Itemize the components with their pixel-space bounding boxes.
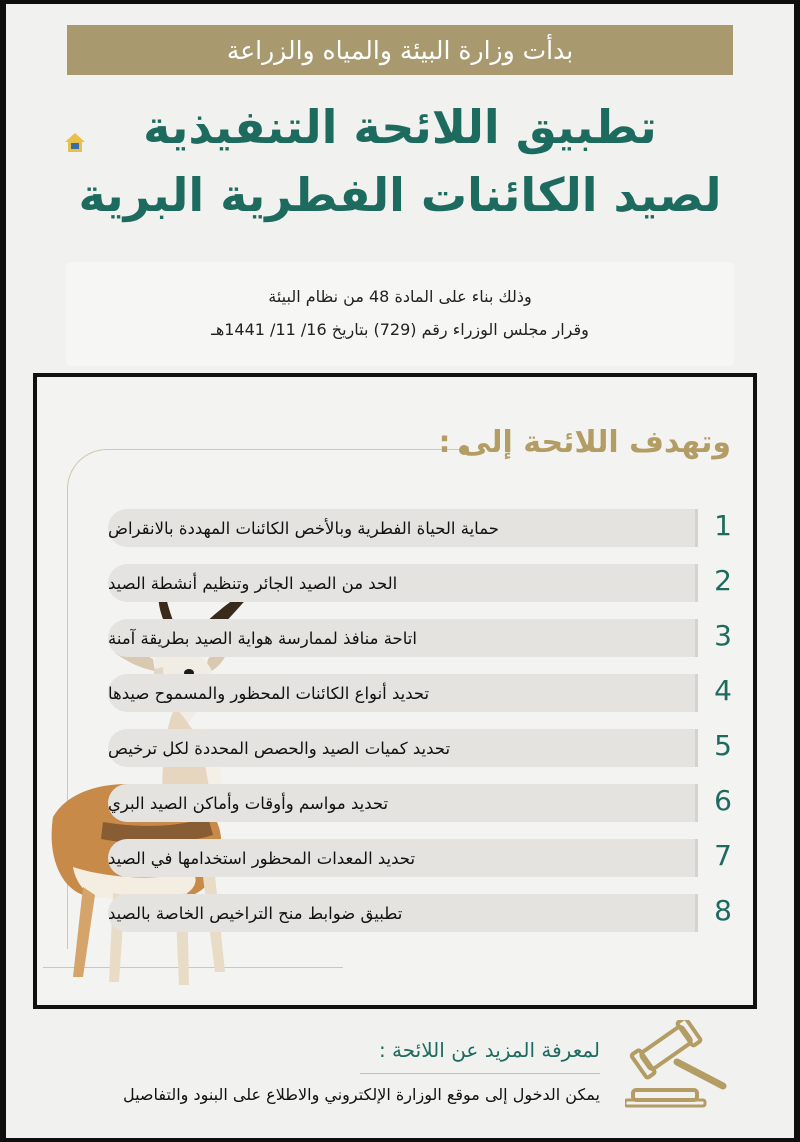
- goal-text: اتاحة منافذ لممارسة هواية الصيد بطريقة آمنة: [108, 628, 417, 648]
- top-banner: [67, 25, 733, 75]
- goal-item-1: [108, 509, 698, 547]
- more-info-title: لمعرفة المزيد عن اللائحة :: [378, 1038, 600, 1062]
- more-info-rule: [360, 1073, 600, 1074]
- title-line-1: تطبيق اللائحة التنفيذية: [143, 100, 657, 154]
- banner-text: بدأت وزارة البيئة والمياه والزراعة: [226, 35, 574, 65]
- goals-heading: وتهدف اللائحة إلى :: [438, 425, 731, 460]
- goal-number-3: 3: [714, 619, 732, 652]
- goals-box: [33, 373, 757, 1009]
- goal-item-2: [108, 564, 698, 602]
- goal-number-5: 5: [714, 729, 732, 762]
- goal-text: تحديد مواسم وأوقات وأماكن الصيد البري: [108, 793, 389, 813]
- basis-line-2: وقرار مجلس الوزراء رقم (729) بتاريخ 16/ 11/ 1441هـ: [211, 320, 589, 339]
- goal-text: تحديد المعدات المحظور استخدامها في الصيد: [108, 848, 416, 868]
- goal-number-4: 4: [714, 674, 732, 707]
- goal-text: تحديد كميات الصيد والحصص المحددة لكل ترخيص: [108, 738, 451, 758]
- goal-item-8: [108, 894, 698, 932]
- goal-item-3: [108, 619, 698, 657]
- basis-line-1: وذلك بناء على المادة 48 من نظام البيئة: [268, 287, 532, 306]
- goal-number-8: 8: [714, 894, 732, 927]
- heading-rule: [147, 449, 459, 450]
- goal-text: حماية الحياة الفطرية وبالأخص الكائنات المهددة بالانقراض: [108, 518, 499, 538]
- goal-number-2: 2: [714, 564, 732, 597]
- basis-card: [66, 262, 734, 366]
- goal-item-6: [108, 784, 698, 822]
- goal-item-4: [108, 674, 698, 712]
- title-line-2: لصيد الكائنات الفطرية البرية: [78, 168, 722, 222]
- goal-text: تطبيق ضوابط منح التراخيص الخاصة بالصيد: [108, 903, 403, 923]
- goal-number-1: 1: [714, 509, 732, 542]
- goal-item-7: [108, 839, 698, 877]
- goal-number-7: 7: [714, 839, 732, 872]
- goal-number-6: 6: [714, 784, 732, 817]
- goal-text: تحديد أنواع الكائنات المحظور والمسموح صيدها: [108, 683, 430, 703]
- gavel-icon: [625, 1020, 735, 1108]
- goal-item-5: [108, 729, 698, 767]
- more-info-text: يمكن الدخول إلى موقع الوزارة الإلكتروني والاطلاع على البنود والتفاصيل: [122, 1085, 600, 1104]
- goal-text: الحد من الصيد الجائر وتنظيم أنشطة الصيد: [108, 573, 398, 593]
